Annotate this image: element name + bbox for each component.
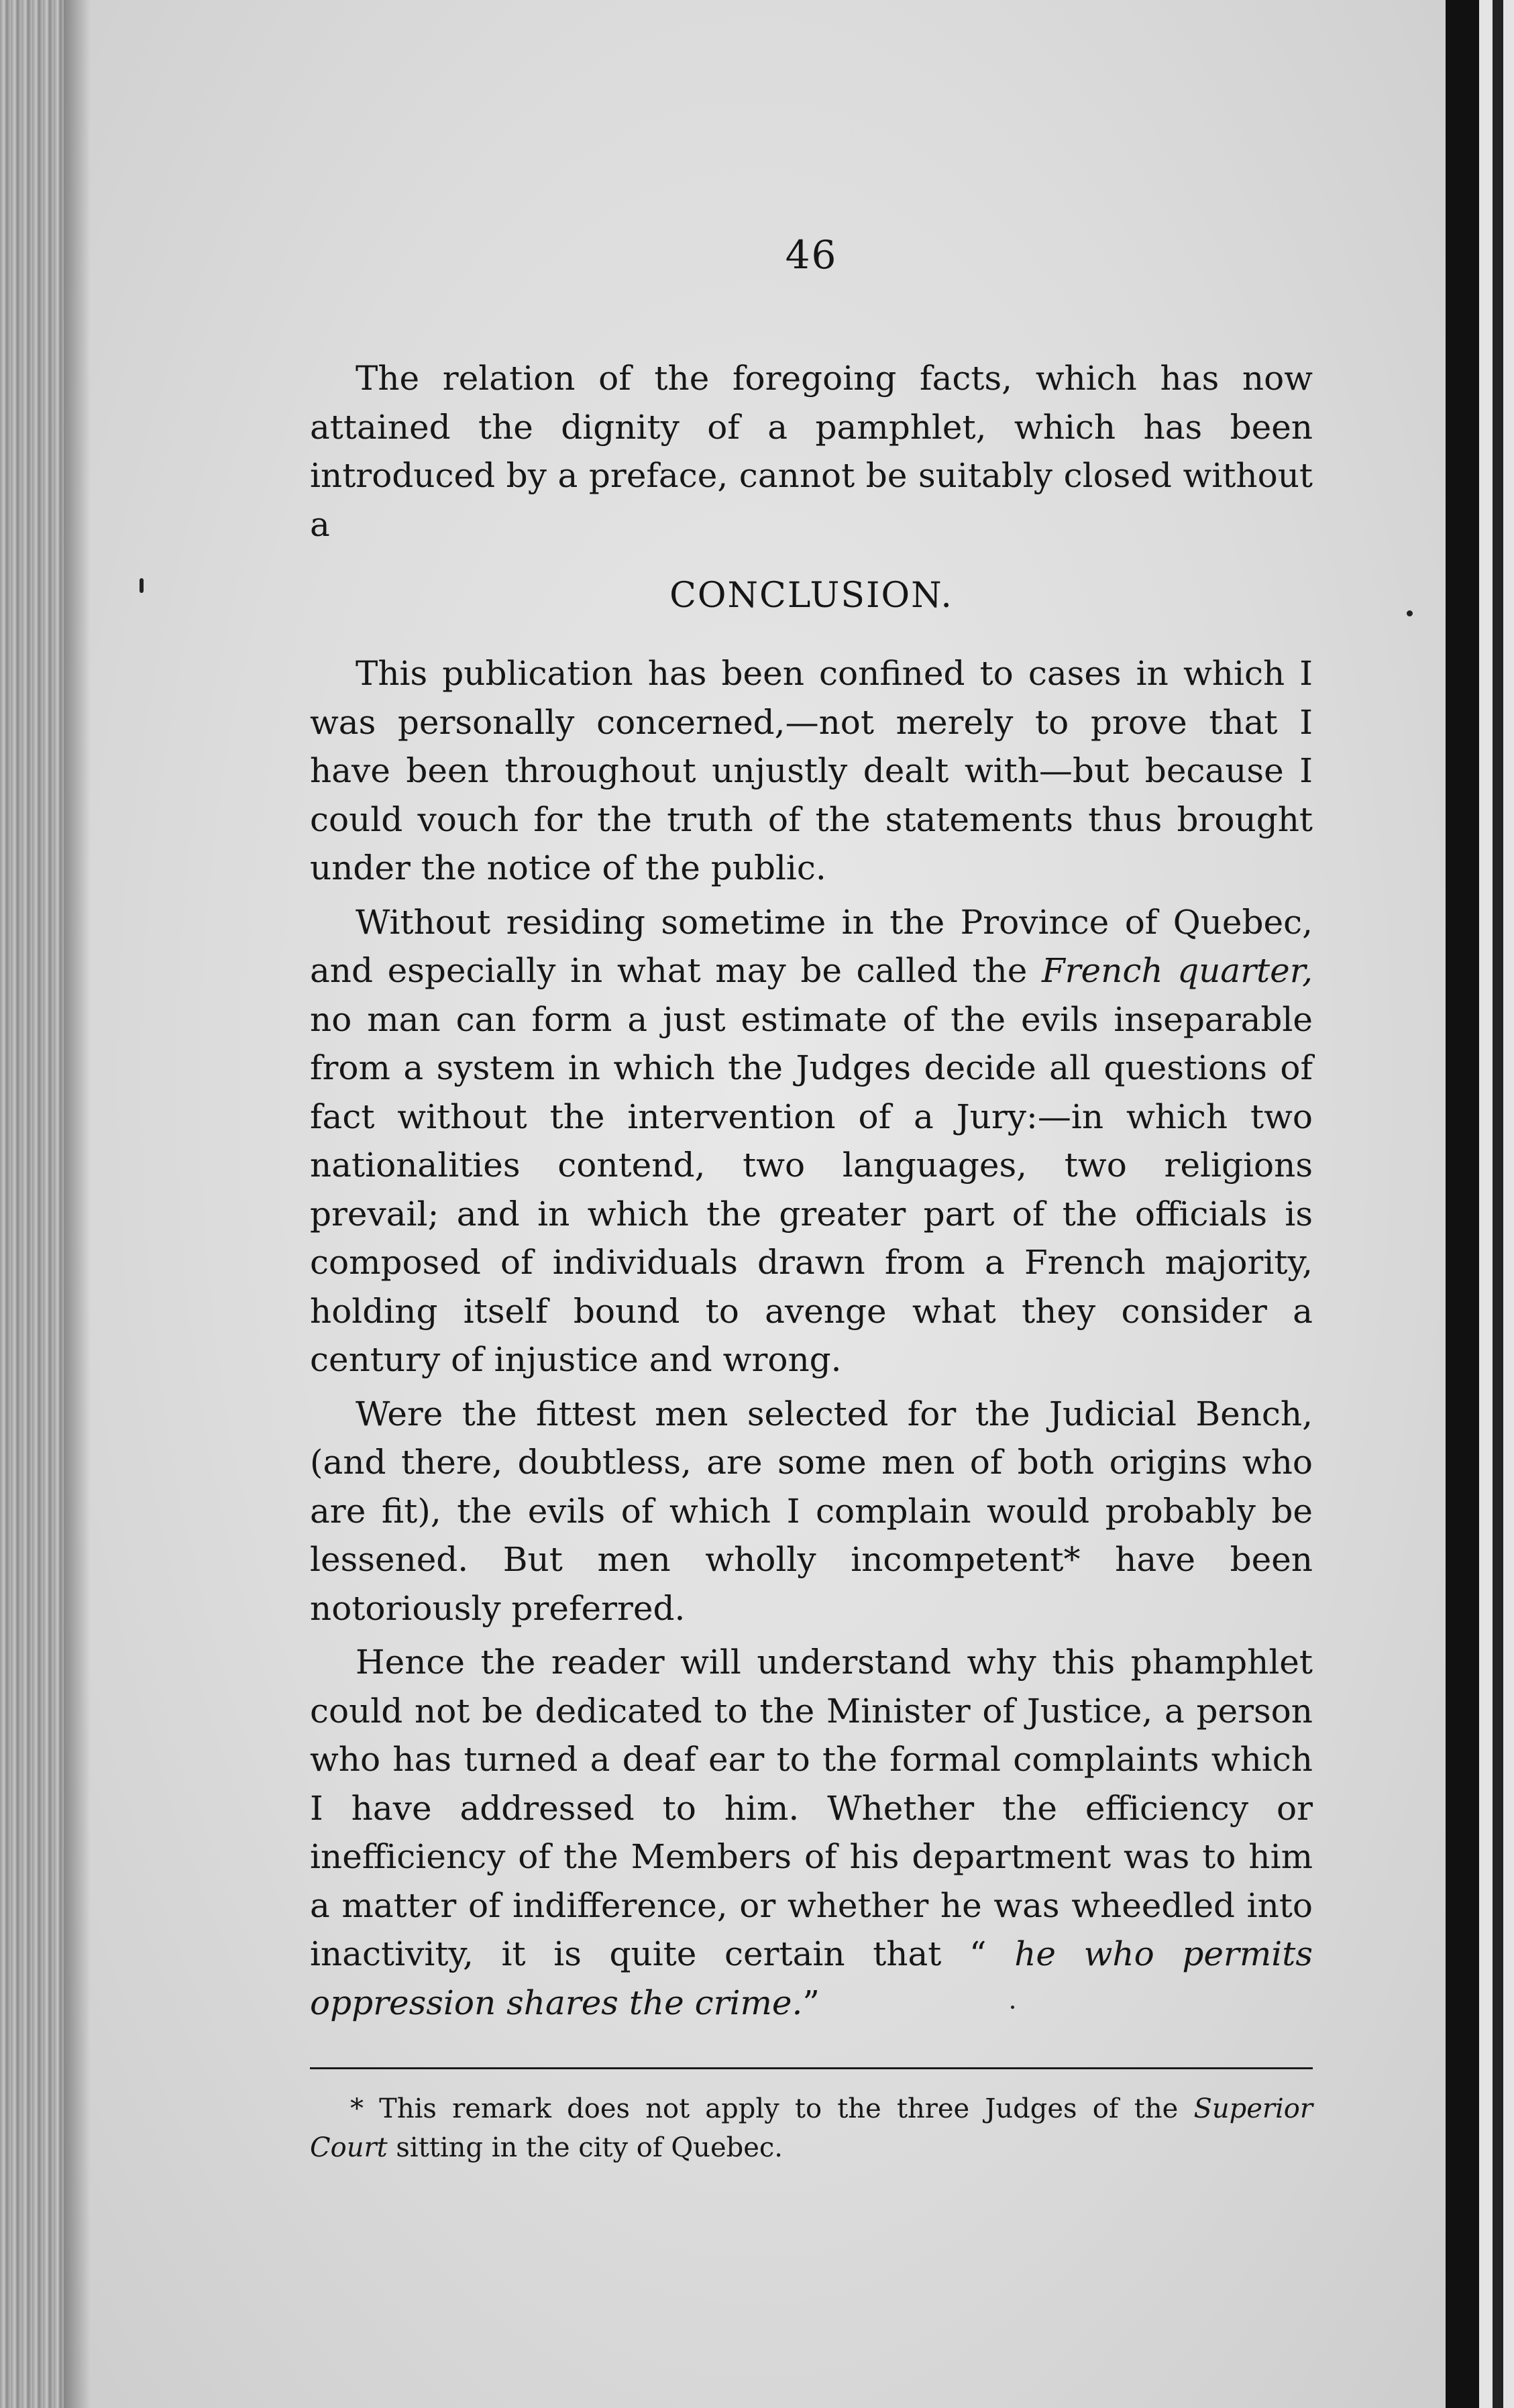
scan-border: [1446, 0, 1479, 2408]
footnote-rule: [310, 2067, 1313, 2069]
page-number: 46: [785, 232, 838, 278]
section-heading: CONCLUSION.: [669, 576, 953, 616]
opening-paragraph: The relation of the foregoing facts, which has now attained the dignity of a pamphlet, which has been introduced by a preface, cannot be suitably closed without a: [310, 359, 1313, 544]
paragraph-2-text: Without residing sometime in the Province of Quebec, and especially in what may be called the: [310, 902, 1313, 990]
page-text: [310, 228, 1313, 2167]
paragraph-4-quote: he who permits oppression shares the crime.: [310, 1934, 1313, 2022]
paragraph-2-text-end: no man can form a just estimate of the evils inseparable from a system in which the Judges decide all questions of fact without the intervention of a Jury:—in which two nationalities contend, two languages, two religions prevail; and in which the greater part of the officials is composed of individuals drawn from a French majority, holding itself bound to avenge what they consider a century of injustice and wrong.: [310, 999, 1313, 1379]
footnote-text: * This remark does not apply to the three Judges of the: [350, 2093, 1194, 2124]
gutter-shadow: [64, 0, 91, 2408]
adjacent-page-edge: [1493, 0, 1503, 2408]
paragraph-4-quote-end: ”: [802, 1983, 820, 2022]
footnote-text-end: sitting in the city of Quebec.: [387, 2132, 783, 2163]
paragraph-1: This publication has been confined to cases in which I was personally concerned,—not merely to prove that I have been throughout unjustly dealt with—but because I could vouch for the truth of the statements thus brought under the notice of the public.: [310, 654, 1313, 887]
paragraph-2: [310, 898, 1313, 1384]
paragraph-3: Were the fittest men selected for the Judicial Bench, (and there, doubtless, are some men of both origins who are fit), the evils of which I complain would probably be lessened. But men wholly incompetent* have been notoriously preferred.: [310, 1394, 1313, 1628]
paragraph-2-italic: French quarter,: [1041, 951, 1313, 990]
paragraph-4: [310, 1638, 1313, 2027]
page-edges: [0, 0, 74, 2408]
footnote-italic: Superior Court: [310, 2093, 1313, 2163]
paragraph-4-text: Hence the reader will understand why this phamphlet could not be dedicated to the Minister of Justice, a person who has turned a deaf ear to the formal complaints which I have addressed to him. Whether the efficiency or inefficiency of the Members of his department was to him a matter of indifference, or whether he was wheedled into inactivity, it is quite certain that “: [310, 1643, 1313, 1973]
footnote: [310, 2089, 1313, 2167]
ink-speck: [140, 578, 144, 593]
ink-speck: [1407, 610, 1413, 616]
